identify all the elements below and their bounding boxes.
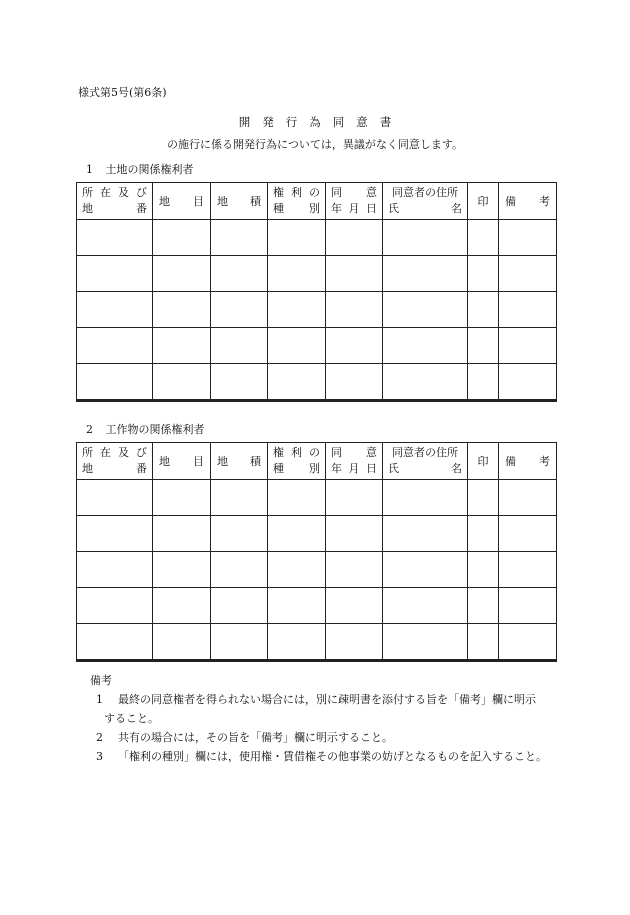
table-cell[interactable] <box>468 516 499 552</box>
table-row <box>77 220 557 256</box>
table-cell[interactable] <box>326 552 383 588</box>
header-consent-date: 同意 年月日 <box>326 443 383 480</box>
table-row <box>77 516 557 552</box>
table-cell[interactable] <box>468 588 499 624</box>
table-cell[interactable] <box>468 552 499 588</box>
table-cell[interactable] <box>383 624 468 661</box>
table-cell[interactable] <box>468 624 499 661</box>
table-row <box>77 256 557 292</box>
table-cell[interactable] <box>77 328 153 364</box>
header-consenter: 同意者の住所 氏 名 <box>383 443 468 480</box>
table-cell[interactable] <box>211 364 268 401</box>
table-cell[interactable] <box>499 256 557 292</box>
table-cell[interactable] <box>499 220 557 256</box>
table-cell[interactable] <box>326 588 383 624</box>
table-cell[interactable] <box>383 588 468 624</box>
table-cell[interactable] <box>499 588 557 624</box>
table-cell[interactable] <box>211 220 268 256</box>
header-seal: 印 <box>468 443 499 480</box>
table-cell[interactable] <box>268 588 326 624</box>
note-number: 3 <box>96 750 103 763</box>
table-cell[interactable] <box>211 256 268 292</box>
table-cell[interactable] <box>77 588 153 624</box>
table-cell[interactable] <box>383 328 468 364</box>
table-cell[interactable] <box>153 624 211 661</box>
table-cell[interactable] <box>326 328 383 364</box>
land-rights-table <box>76 182 557 402</box>
note-text: 「権利の種別」欄には，使用権・賃借権その他事業の妨げとなるものを記入すること。 <box>118 750 547 763</box>
table-cell[interactable] <box>211 552 268 588</box>
table-cell[interactable] <box>468 480 499 516</box>
header-land-area: 地積 <box>211 443 268 480</box>
intro-statement: の施行に係る開発行為については，異議がなく同意します。 <box>167 138 463 151</box>
header-right-type: 権利の 種別 <box>268 183 326 220</box>
table-cell[interactable] <box>326 256 383 292</box>
table-cell[interactable] <box>468 292 499 328</box>
section-heading-structures <box>86 421 205 437</box>
table-cell[interactable] <box>268 220 326 256</box>
table-cell[interactable] <box>153 588 211 624</box>
table-cell[interactable] <box>383 480 468 516</box>
table-cell[interactable] <box>499 364 557 401</box>
table-cell[interactable] <box>468 220 499 256</box>
note-number: 1 <box>96 693 103 706</box>
table-cell[interactable] <box>77 516 153 552</box>
header-location: 所在及び 地 番 <box>77 443 153 480</box>
table-cell[interactable] <box>326 220 383 256</box>
section-title: 土地の関係権利者 <box>105 163 194 176</box>
notes-title: 備考 <box>90 674 112 687</box>
table-cell[interactable] <box>383 364 468 401</box>
table-cell[interactable] <box>383 220 468 256</box>
note-item <box>94 728 564 747</box>
table-row <box>77 480 557 516</box>
table-header-row <box>77 183 557 220</box>
note-number: 2 <box>96 731 103 744</box>
table-row <box>77 624 557 661</box>
note-continuation: すること。 <box>104 712 159 725</box>
table-cell[interactable] <box>211 516 268 552</box>
table-cell[interactable] <box>468 364 499 401</box>
table-cell[interactable] <box>77 220 153 256</box>
table-cell[interactable] <box>77 256 153 292</box>
header-land-category: 地目 <box>153 443 211 480</box>
table-cell[interactable] <box>499 480 557 516</box>
table-cell[interactable] <box>153 516 211 552</box>
table-cell[interactable] <box>77 624 153 661</box>
table-cell[interactable] <box>268 624 326 661</box>
table-cell[interactable] <box>77 480 153 516</box>
table-cell[interactable] <box>468 256 499 292</box>
table-row <box>77 588 557 624</box>
table-cell[interactable] <box>268 480 326 516</box>
table-cell[interactable] <box>211 624 268 661</box>
table-cell[interactable] <box>268 516 326 552</box>
table-row <box>77 552 557 588</box>
header-consenter: 同意者の住所 氏 名 <box>383 183 468 220</box>
table-cell[interactable] <box>383 516 468 552</box>
table-cell[interactable] <box>326 364 383 401</box>
note-item <box>94 690 564 709</box>
table-cell[interactable] <box>77 364 153 401</box>
header-remarks: 備考 <box>499 183 557 220</box>
table-cell[interactable] <box>383 256 468 292</box>
table-cell[interactable] <box>383 292 468 328</box>
table-cell[interactable] <box>153 292 211 328</box>
notes-list <box>94 690 564 766</box>
table-row <box>77 328 557 364</box>
table-cell[interactable] <box>153 220 211 256</box>
header-consent-date: 同意 年月日 <box>326 183 383 220</box>
section-title: 工作物の関係権利者 <box>105 423 205 436</box>
header-remarks: 備考 <box>499 443 557 480</box>
header-location: 所在及び 地 番 <box>77 183 153 220</box>
table-cell[interactable] <box>211 328 268 364</box>
table-cell[interactable] <box>383 552 468 588</box>
table-cell[interactable] <box>211 292 268 328</box>
table-cell[interactable] <box>77 552 153 588</box>
table-cell[interactable] <box>499 328 557 364</box>
table-row <box>77 364 557 401</box>
table-cell[interactable] <box>499 624 557 661</box>
table-cell[interactable] <box>153 552 211 588</box>
table-cell[interactable] <box>153 480 211 516</box>
document-title: 開発行為同意書 <box>238 115 404 129</box>
table-cell[interactable] <box>153 256 211 292</box>
table-header-row <box>77 443 557 480</box>
header-land-category: 地目 <box>153 183 211 220</box>
table-cell[interactable] <box>326 292 383 328</box>
structure-rights-table <box>76 442 557 662</box>
table-cell[interactable] <box>268 256 326 292</box>
header-right-type: 権利の 種別 <box>268 443 326 480</box>
section-number: 2 <box>86 423 93 436</box>
table-cell[interactable] <box>326 480 383 516</box>
table-cell[interactable] <box>468 328 499 364</box>
table-cell[interactable] <box>77 292 153 328</box>
table-cell[interactable] <box>268 328 326 364</box>
table-cell[interactable] <box>499 552 557 588</box>
header-land-area: 地積 <box>211 183 268 220</box>
table-row <box>77 292 557 328</box>
section-number: 1 <box>86 163 93 176</box>
table-cell[interactable] <box>211 588 268 624</box>
header-seal: 印 <box>468 183 499 220</box>
table-cell[interactable] <box>499 292 557 328</box>
note-item <box>94 747 564 766</box>
table-cell[interactable] <box>153 328 211 364</box>
table-cell[interactable] <box>153 364 211 401</box>
table-cell[interactable] <box>268 552 326 588</box>
table-cell[interactable] <box>326 624 383 661</box>
table-cell[interactable] <box>499 516 557 552</box>
table-cell[interactable] <box>211 480 268 516</box>
note-text: 共有の場合には，その旨を「備考」欄に明示すること。 <box>118 731 393 744</box>
table-cell[interactable] <box>326 516 383 552</box>
table-cell[interactable] <box>268 364 326 401</box>
note-text: 最終の同意権者を得られない場合には，別に疎明書を添付する旨を「備考」欄に明示 <box>118 693 536 706</box>
table-cell[interactable] <box>268 292 326 328</box>
section-heading-land <box>86 161 194 177</box>
form-number: 様式第5号(第6条) <box>78 86 167 99</box>
